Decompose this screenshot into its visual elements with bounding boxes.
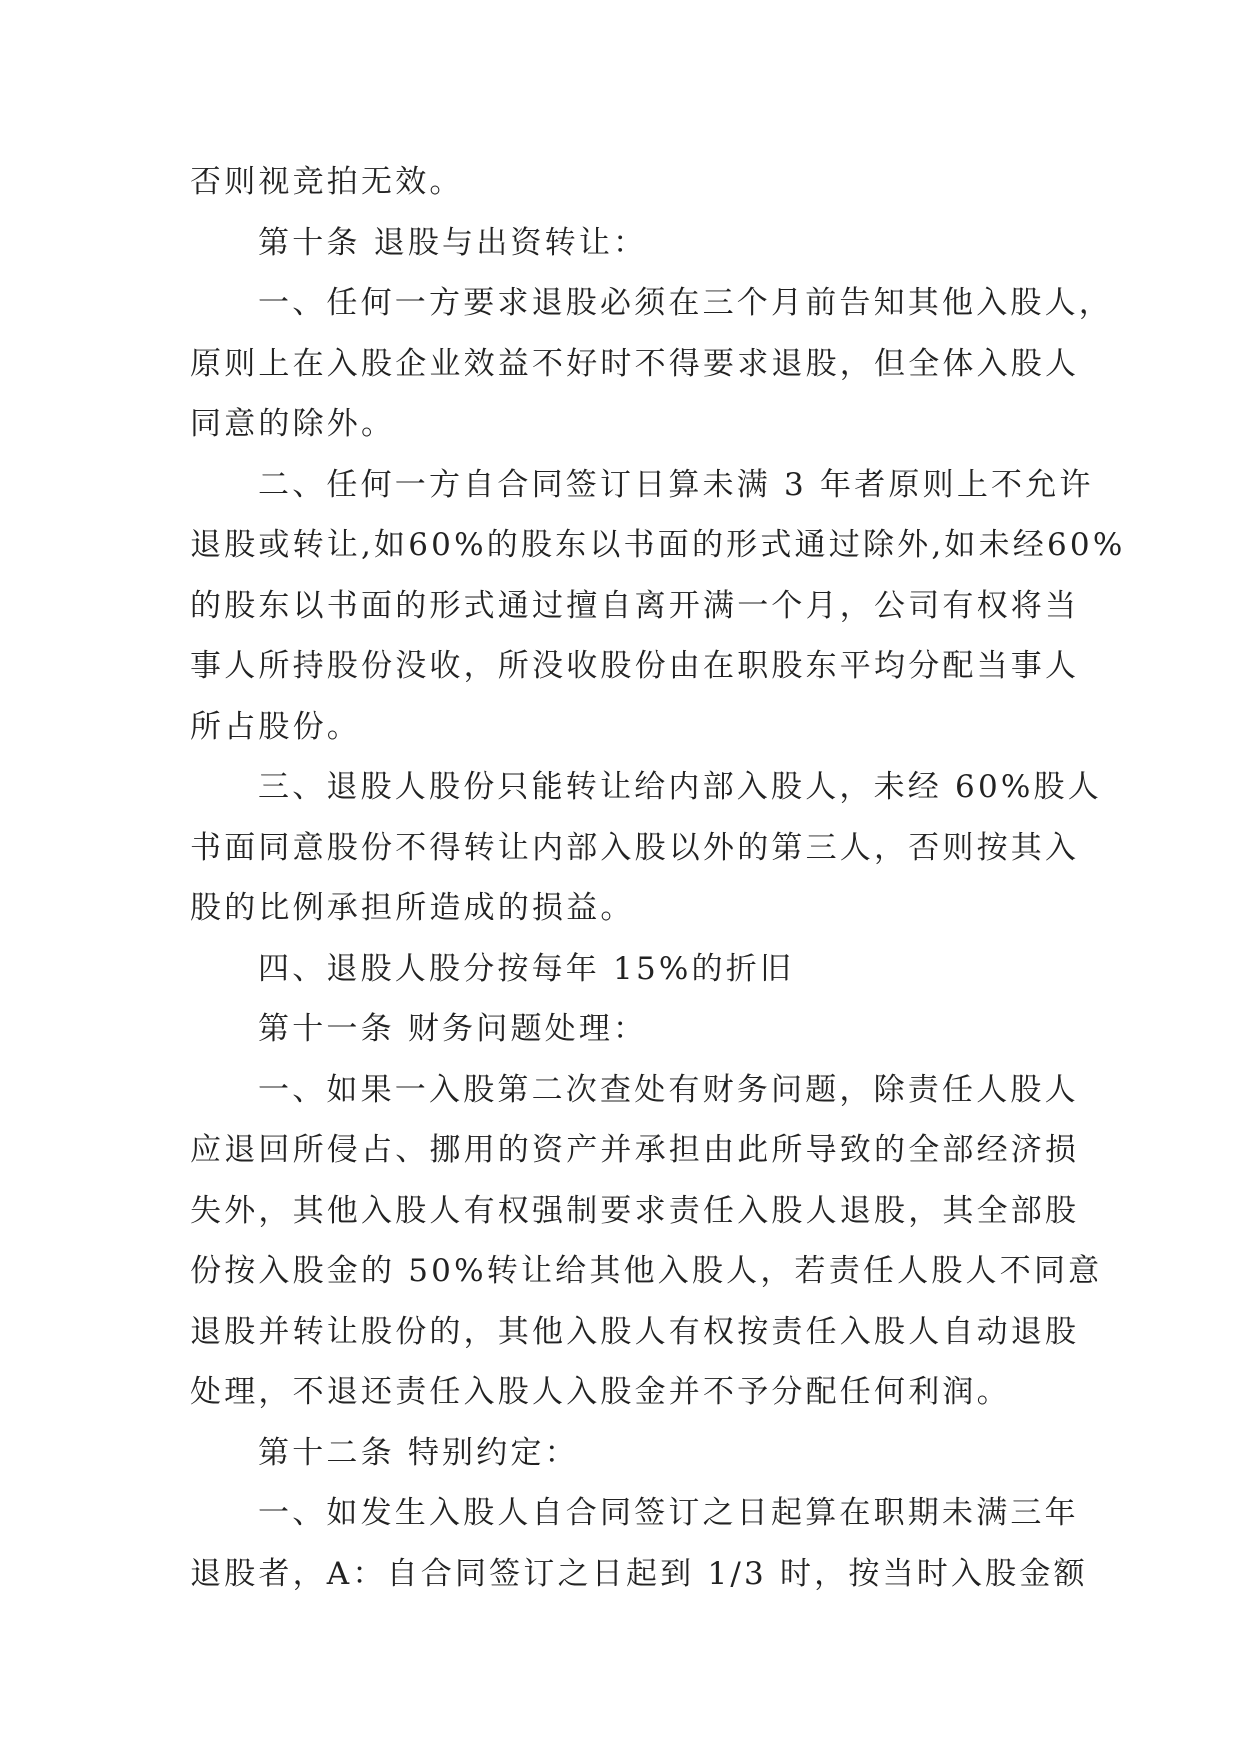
text-line: 失外，其他入股人有权强制要求责任入股人退股，其全部股 [190, 1192, 1080, 1229]
section-heading-article-11: 第十一条 财务问题处理： [258, 1011, 648, 1047]
text-line: 原则上在入股企业效益不好时不得要求退股，但全体入股人 [190, 345, 1080, 382]
section-heading-article-10: 第十条 退股与出资转让： [258, 224, 648, 261]
text-line: 股的比例承担所造成的损益。 [190, 890, 635, 926]
text-line: 事人所持股份没收，所没收股份由在职股东平均分配当事人 [190, 648, 1080, 684]
text-line: 的股东以书面的形式通过擅自离开满一个月，公司有权将当 [190, 587, 1080, 624]
text-line: 所占股份。 [190, 708, 361, 745]
text-line: 一、如发生入股人自合同签订之日起算在职期未满三年 [258, 1495, 1079, 1531]
text-line: 一、任何一方要求退股必须在三个月前告知其他入股人， [258, 285, 1113, 321]
text-line: 二、任何一方自合同签订日算未满 3 年者原则上不允许 [258, 466, 1094, 503]
text-line: 一、如果一入股第二次查处有财务问题，除责任人股人 [258, 1071, 1079, 1108]
text-line: 四、退股人股分按每年 15%的折旧 [258, 950, 795, 987]
text-line: 否则视竞拍无效。 [190, 164, 464, 200]
text-line: 处理，不退还责任入股人入股金并不予分配任何利润。 [190, 1374, 1011, 1410]
text-line: 应退回所侵占、挪用的资产并承担由此所导致的全部经济损 [190, 1132, 1080, 1168]
text-line: 退股或转让,如60%的股东以书面的形式通过除外,如未经60% [190, 527, 1126, 563]
section-heading-article-12: 第十二条 特别约定： [258, 1434, 579, 1471]
text-line: 退股并转让股份的，其他入股人有权按责任入股人自动退股 [190, 1313, 1080, 1350]
text-line: 同意的除外。 [190, 406, 396, 442]
text-line: 三、退股人股份只能转让给内部入股人，未经 60%股人 [258, 769, 1102, 805]
text-line: 书面同意股份不得转让内部入股以外的第三人，否则按其入 [190, 829, 1080, 866]
text-line: 份按入股金的 50%转让给其他入股人，若责任人股人不同意 [190, 1253, 1103, 1289]
text-line: 退股者，A：自合同签订之日起到 1/3 时，按当时入股金额 [190, 1555, 1088, 1592]
document-body [190, 152, 1126, 1604]
